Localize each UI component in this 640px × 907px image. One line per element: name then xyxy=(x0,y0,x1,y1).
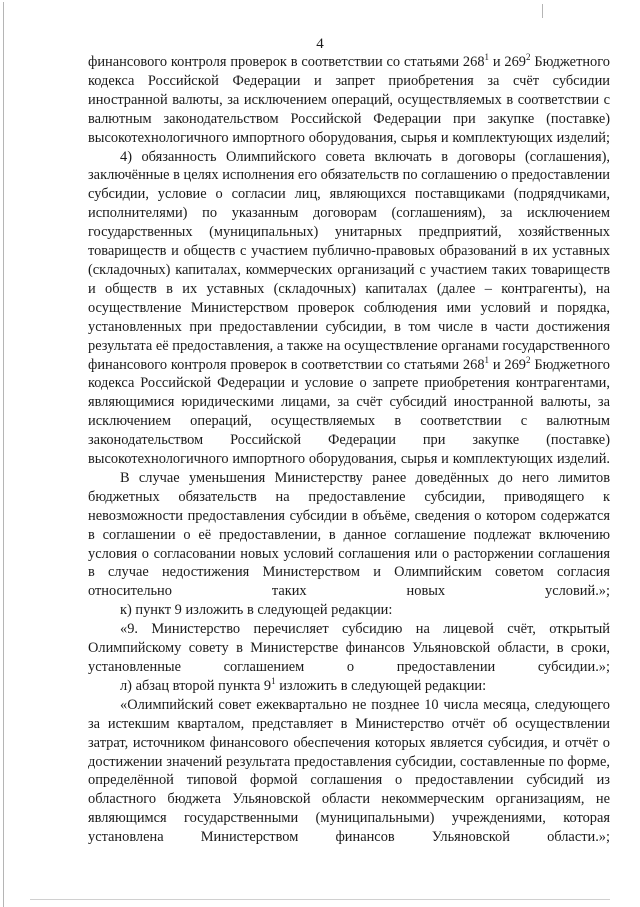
paragraph-1 xyxy=(88,53,610,148)
paragraph-reduction-case xyxy=(88,469,610,601)
text-run: л) абзац второй пункта 9 xyxy=(120,677,272,694)
paragraph-item-4 xyxy=(88,148,610,469)
text-run: «9. Министерство перечисляет субсидию на лицевой счёт, открытый Олимпийскому совету в Министерстве финансов Ульяновской области, в сроки, установленные соглашением о предоставлении субсидии.»; xyxy=(88,621,610,675)
superscript: 1 xyxy=(484,354,490,365)
superscript: 2 xyxy=(525,354,531,365)
scan-mark-bottom xyxy=(30,899,610,900)
paragraph-item-l xyxy=(88,677,610,696)
text-run: и 269 xyxy=(489,54,526,70)
superscript: 1 xyxy=(271,675,276,686)
text-run: «Олимпийский совет ежеквартально не позднее 10 числа месяца, следующего за истекшим кварталом, представляет в Министерство отчёт об осуществлении затрат, источником финансового обеспечения которых является субсидия, и отчёт о достижении значений результата предоставления субсидии, составленные по форме, определённой типовой формой соглашения о предоставлении субсидий из областного бюджета Ульяновской области некоммерческим организациям, не являющимся государственными (муниципальными) учреждениями, которая установлена Министерством финансов Ульяновской области.»; xyxy=(88,696,610,846)
document-body xyxy=(88,53,610,847)
page-number: 4 xyxy=(316,36,324,52)
text-run: изложить в следующей редакции: xyxy=(275,677,487,694)
text-run: Бюджетного кодекса Российской Федерации и условие о запрете приобретения контрагентами, являющимися юридическими лицами, за счёт субсидий иностранной валюты, за исключением операций, осуществляемых в соответствии с валютным законодательством Российской Федерации при закупке (поставке) высокотехнологичного импортного оборудования, сырья и комплектующих изделий. xyxy=(88,356,610,468)
paragraph-item-k xyxy=(88,601,610,620)
superscript: 1 xyxy=(484,52,490,62)
text-run: к) пункт 9 изложить в следующей редакции: xyxy=(120,602,393,619)
text-run: В случае уменьшения Министерству ранее доведённых до него лимитов бюджетных обязательств на предоставление субсидии, приводящего к невозможности предоставления субсидии в объёме, сведения о котором содержатся в соглашении о её предоставлении, в данное соглашение подлежат включению условия о согласовании новых условий соглашения или о расторжении соглашения в случае недостижения Министерством и Олимпийским советом согласия относительно таких новых условий.»; xyxy=(88,469,610,600)
paragraph-point-9 xyxy=(88,620,610,677)
superscript: 2 xyxy=(525,52,531,62)
text-run: 4) обязанность Олимпийского совета включать в договоры (соглашения), заключённые в целях исполнения его обязательств по соглашению о предоставлении субсидии, условие о согласии лиц, являющихся поставщиками (подрядчиками, исполнителями) по указанным договорам (соглашениям), за исключением государственных (муниципальных) унитарных предприятий, хозяйственных товариществ и обществ с участием публично-правовых образований в их уставных (складочных) капиталах, коммерческих организаций с участием таких товариществ и обществ в их уставных (складочных) капиталах (далее – контрагенты), на осуществление Министерством проверок соблюдения ими условий и порядка, установленных при предоставлении субсидии, в том числе в части достижения результата её предоставления, а также на осуществление органами государственного финансового контроля проверок в соответствии со статьями 268 xyxy=(88,148,610,373)
text-run: финансового контроля проверок в соответствии со статьями 268 xyxy=(88,54,485,70)
paragraph-report-quarterly xyxy=(88,696,610,847)
text-run: Бюджетного кодекса Российской Федерации и запрет приобретения за счёт субсидии иностранной валюты, за исключением операций, осуществляемых в соответствии с валютным законодательством Российской Федерации при закупке (поставке) высокотехнологичного импортного оборудования, сырья и комплектующих изделий; xyxy=(88,54,610,146)
scan-mark-left xyxy=(3,2,4,907)
text-run: и 269 xyxy=(489,356,526,373)
scan-mark-top-right xyxy=(542,4,543,18)
